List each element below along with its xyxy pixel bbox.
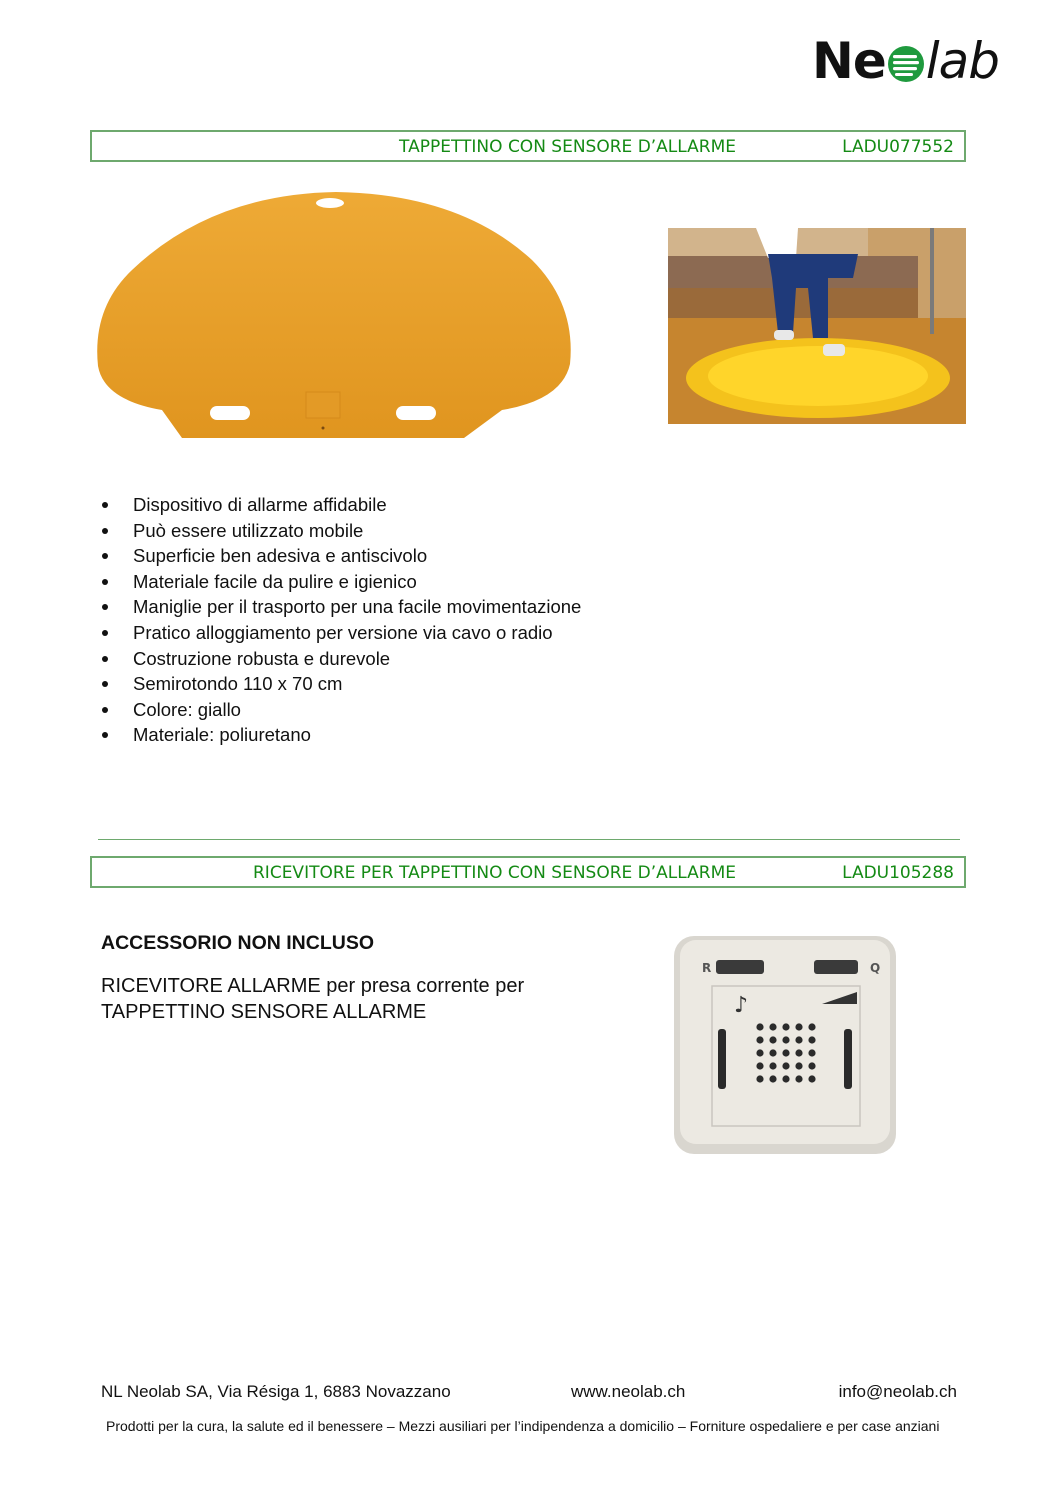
bullet-icon	[102, 528, 108, 534]
bullet-icon	[102, 681, 108, 687]
product2-description	[101, 973, 621, 1025]
product2-header	[90, 856, 966, 888]
accessory-note: ACCESSORIO NON INCLUSO	[101, 932, 375, 954]
music-note-icon: ♪	[734, 993, 749, 1018]
logo-text-lab: lab	[925, 32, 1000, 90]
alarm-mat-photo	[92, 188, 580, 443]
logo-text-ne: Ne	[812, 32, 886, 90]
footer-website-link[interactable]: www.neolab.ch	[571, 1382, 686, 1401]
feature-item: Dispositivo di allarme affidabile	[100, 492, 581, 518]
receiver-photo	[672, 934, 898, 1156]
feature-item: Superficie ben adesiva e antiscivolo	[100, 543, 581, 569]
feature-item: Maniglie per il trasporto per una facile movimentazione	[100, 594, 581, 620]
feature-item: Materiale: poliuretano	[100, 722, 581, 748]
bedside-scene-photo	[668, 228, 966, 424]
product2-code: LADU105288	[842, 863, 954, 883]
feature-item: Materiale facile da pulire e igienico	[100, 569, 581, 595]
bullet-icon	[102, 604, 108, 610]
bullet-icon	[102, 732, 108, 738]
neolab-logo	[812, 30, 1012, 92]
feature-item: Semirotondo 110 x 70 cm	[100, 671, 581, 697]
footer-address: NL Neolab SA, Via Résiga 1, 6883 Novazzano	[101, 1382, 451, 1401]
product1-code: LADU077552	[842, 137, 954, 157]
product1-header	[90, 130, 966, 162]
bullet-icon	[102, 579, 108, 585]
bullet-icon	[102, 656, 108, 662]
description-line: RICEVITORE ALLARME per presa corrente per	[101, 975, 525, 997]
receiver-label-r: R	[702, 961, 712, 975]
bullet-icon	[102, 553, 108, 559]
product1-title: TAPPETTINO CON SENSORE D’ALLARME	[399, 137, 736, 157]
logo-hand-icon	[887, 45, 925, 83]
feature-item: Può essere utilizzato mobile	[100, 518, 581, 544]
feature-item: Colore: giallo	[100, 697, 581, 723]
feature-item: Costruzione robusta e durevole	[100, 646, 581, 672]
footer-tagline: Prodotti per la cura, la salute ed il benessere – Mezzi ausiliari per l’indipendenza a domicilio – Forniture ospedaliere e per case anziani	[106, 1418, 940, 1434]
bullet-icon	[102, 502, 108, 508]
footer-email-link[interactable]: info@neolab.ch	[838, 1382, 957, 1401]
section-divider	[98, 839, 960, 840]
product1-feature-list	[100, 492, 581, 748]
receiver-label-q: Q	[870, 961, 881, 975]
bullet-icon	[102, 707, 108, 713]
feature-item: Pratico alloggiamento per versione via cavo o radio	[100, 620, 581, 646]
bullet-icon	[102, 630, 108, 636]
description-line: TAPPETTINO SENSORE ALLARME	[101, 1001, 427, 1023]
product2-title: RICEVITORE PER TAPPETTINO CON SENSORE D’ALLARME	[253, 863, 736, 883]
